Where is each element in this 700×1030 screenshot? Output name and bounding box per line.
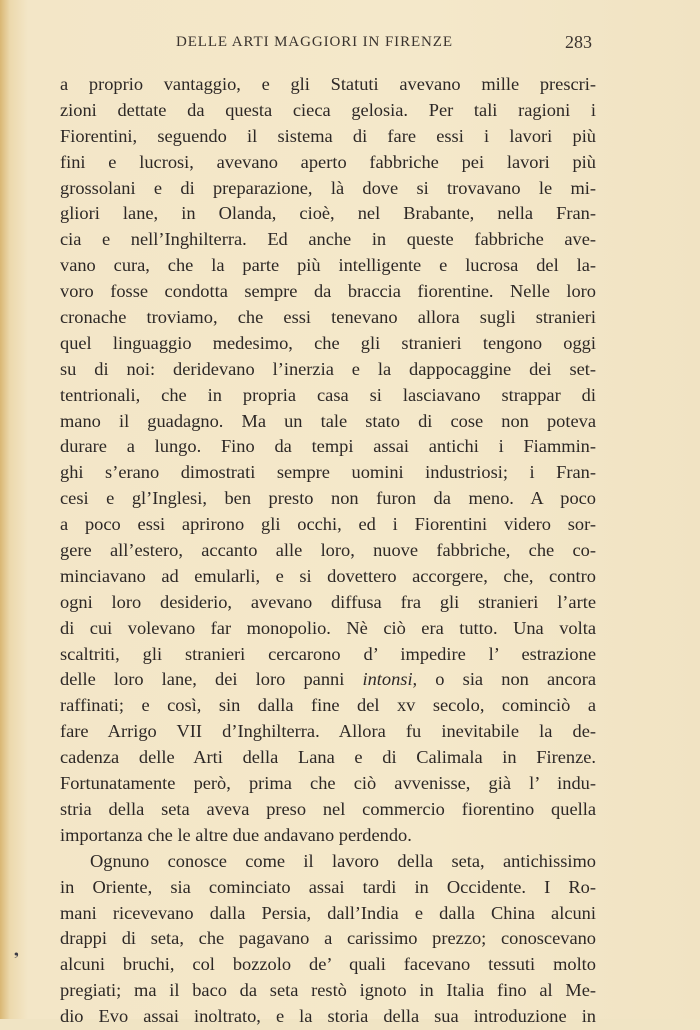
margin-speck-icon: ❟ xyxy=(14,944,19,958)
text-line: quel linguaggio medesimo, che gli stranieri tengono oggi xyxy=(60,332,596,353)
text-line: cia e nell’Inghilterra. Ed anche in queste fabbriche ave- xyxy=(60,229,596,250)
text-line: durare a lungo. Fino da tempi assai antichi i Fiammin- xyxy=(60,436,596,457)
text-line: zioni dettate da questa cieca gelosia. Per tali ragioni i xyxy=(60,99,596,120)
text-line: alcuni bruchi, col bozzolo de’ quali facevano tessuti molto xyxy=(60,954,596,975)
text-line: drappi di seta, che pagavano a carissimo prezzo; conoscevano xyxy=(60,928,596,949)
page-number: 283 xyxy=(565,32,592,52)
text-line: gliori lane, in Olanda, cioè, nel Brabante, nella Fran- xyxy=(60,203,596,224)
text-line: Fiorentini, seguendo il sistema di fare essi i lavori più xyxy=(60,125,596,146)
text-line: scaltriti, gli stranieri cercarono d’ impedire l’ estrazione xyxy=(60,643,596,664)
text-line: dio Evo assai inoltrato, e la storia della sua introduzione in xyxy=(60,1006,596,1027)
text-line: voro fosse condotta sempre da braccia fiorentine. Nelle loro xyxy=(60,281,596,302)
text-line: grossolani e di preparazione, là dove si trovavano le mi- xyxy=(60,177,596,198)
text-line: Fortunatamente però, prima che ciò avvenisse, già l’ indu- xyxy=(60,773,596,794)
paragraph-last-line: importanza che le altre due andavano perdendo. xyxy=(60,824,412,845)
text-line: tentrionali, che in propria casa si lasciavano strappar di xyxy=(60,384,596,405)
text-line: ogni loro desiderio, avevano diffusa fra gli stranieri l’arte xyxy=(60,591,596,612)
text-line: di cui volevano far monopolio. Nè ciò era tutto. Una volta xyxy=(60,617,596,638)
page-header xyxy=(60,34,596,56)
text-line: in Oriente, sia cominciato assai tardi in Occidente. I Ro- xyxy=(60,876,596,897)
text-segment: delle loro lane, dei loro panni xyxy=(60,669,363,690)
text-line: cronache troviamo, che essi tenevano allora sugli stranieri xyxy=(60,307,596,328)
text-line: su di noi: deridevano l’inerzia e la dappocaggine dei set- xyxy=(60,358,596,379)
text-line-with-italic xyxy=(60,667,596,693)
text-segment: o sia non ancora xyxy=(417,669,596,690)
text-line: gere all’estero, accanto alle loro, nuove fabbriche, che co- xyxy=(60,540,596,561)
text-line: ghi s’erano dimostrati sempre uomini industriosi; i Fran- xyxy=(60,462,596,483)
text-line: a proprio vantaggio, e gli Statuti avevano mille prescri- xyxy=(60,74,596,94)
text-line: mani ricevevano dalla Persia, dall’India e dalla China alcuni xyxy=(60,902,596,923)
text-line: fare Arrigo VII d’Inghilterra. Allora fu inevitabile la de- xyxy=(60,721,596,742)
running-head: DELLE ARTI MAGGIORI IN FIRENZE xyxy=(176,34,453,50)
text-line: cesi e gl’Inglesi, ben presto non furon da meno. A poco xyxy=(60,488,596,509)
paragraph-first-line: Ognuno conosce come il lavoro della seta, antichissimo xyxy=(90,850,596,871)
text-line: pregiati; ma il baco da seta restò ignoto in Italia fino al Me- xyxy=(60,980,596,1001)
text-line: mano il guadagno. Ma un tale stato di cose non poteva xyxy=(60,410,596,431)
body-text xyxy=(60,72,596,1030)
text-line: a poco essi aprirono gli occhi, ed i Fiorentini videro sor- xyxy=(60,514,596,535)
text-line: fini e lucrosi, avevano aperto fabbriche pei lavori più xyxy=(60,151,596,172)
italic-word: intonsi, xyxy=(362,669,418,690)
text-line: minciavano ad emularli, e si dovettero accorgere, che, contro xyxy=(60,565,596,586)
text-line: raffinati; e così, sin dalla fine del xv secolo, cominciò a xyxy=(60,695,596,716)
text-line: vano cura, che la parte più intelligente e lucrosa del la- xyxy=(60,255,596,276)
text-line: stria della seta aveva preso nel commercio fiorentino quella xyxy=(60,798,596,819)
text-line: cadenza delle Arti della Lana e di Calimala in Firenze. xyxy=(60,747,596,768)
